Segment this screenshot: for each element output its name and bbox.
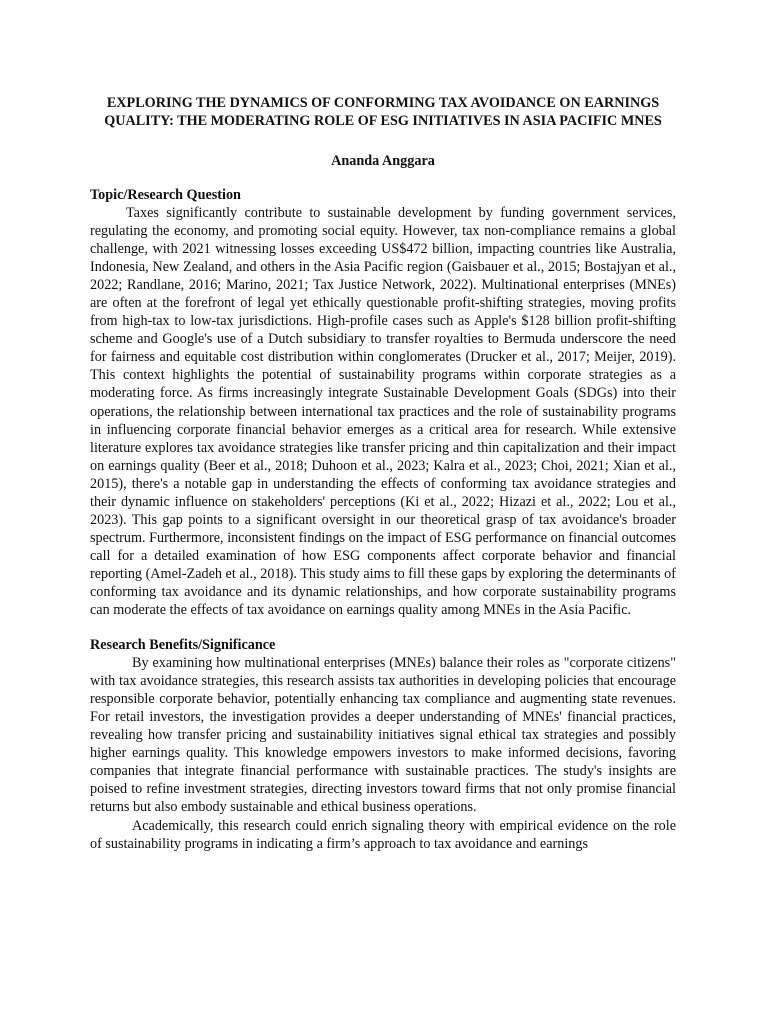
paragraph-topic: Taxes significantly contribute to sustainable development by funding government services, regulating the economy, and promoting social equity. However, tax non-compliance remains a global challenge, with 2021 witnessing losses exceeding US$472 billion, impacting countries like Australia, Indonesia, New Zealand, and others in the Asia Pacific region (Gaisbauer et al., 2015; Bostajyan et al., 2022; Randlane, 2016; Marino, 2021; Tax Justice Network, 2022). Multinational enterprises (MNEs) are often at the forefront of legal yet ethically questionable profit-shifting strategies, moving profits from high-tax to low-tax jurisdictions. High-profile cases such as Apple's $128 billion profit-shifting scheme and Google's use of a Dutch subsidiary to transfer royalties to Bermuda underscore the need for fairness and equitable cost distribution within conglomerates (Drucker et al., 2017; Meijer, 2019). This context highlights the potential of sustainability programs within corporate strategies as a moderating force. As firms increasingly integrate Sustainable Development Goals (SDGs) into their operations, the relationship between international tax practices and the role of sustainability programs in influencing corporate financial behavior emerges as a critical area for research. While extensive literature explores tax avoidance strategies like transfer pricing and thin capitalization and their impact on earnings quality (Beer et al., 2018; Duhoon et al., 2023; Kalra et al., 2023; Choi, 2021; Xian et al., 2015), there's a notable gap in understanding the effects of conforming tax avoidance strategies and their dynamic influence on stakeholders' perceptions (Ki et al., 2022; Hizazi et al., 2022; Lou et al., 2023). This gap points to a significant oversight in our theoretical grasp of tax avoidance's broader spectrum. Furthermore, inconsistent findings on the impact of ESG performance on financial outcomes call for a detailed examination of how ESG components affect corporate behavior and financial reporting (Amel-Zadeh et al., 2018). This study aims to fill these gaps by exploring the determinants of conforming tax avoidance and its dynamic relationships, and how corporate sustainability programs can moderate the effects of tax avoidance on earnings quality among MNEs in the Asia Pacific. [90,205,676,619]
document-page [90,94,676,853]
paragraph-academic: Academically, this research could enrich signaling theory with empirical evidence on the role of sustainability programs in indicating a firm’s approach to tax avoidance and earnings [90,817,676,852]
author-name: Ananda Anggara [331,153,435,169]
document-title: EXPLORING THE DYNAMICS OF CONFORMING TAX AVOIDANCE ON EARNINGS QUALITY: THE MODERATING ROLE OF ESG INITIATIVES IN ASIA PACIFIC MNES [104,95,662,129]
section-heading-benefits: Research Benefits/Significance [90,637,276,654]
section-heading-topic: Topic/Research Question [90,187,241,203]
paragraph-benefits: By examining how multinational enterprises (MNEs) balance their roles as "corporate citizens" with tax avoidance strategies, this research assists tax authorities in developing policies that encourage responsible corporate behavior, potentially enhancing tax compliance and augmenting state revenues. For retail investors, the investigation provides a deeper understanding of MNEs' financial practices, revealing how transfer pricing and sustainability initiatives signal ethical tax strategies and possibly higher earnings quality. This knowledge empowers investors to make informed decisions, favoring companies that integrate financial performance with sustainable practices. The study's insights are poised to refine investment strategies, directing investors toward firms that not only promise financial returns but also embody sustainable and ethical business operations. [90,655,676,816]
